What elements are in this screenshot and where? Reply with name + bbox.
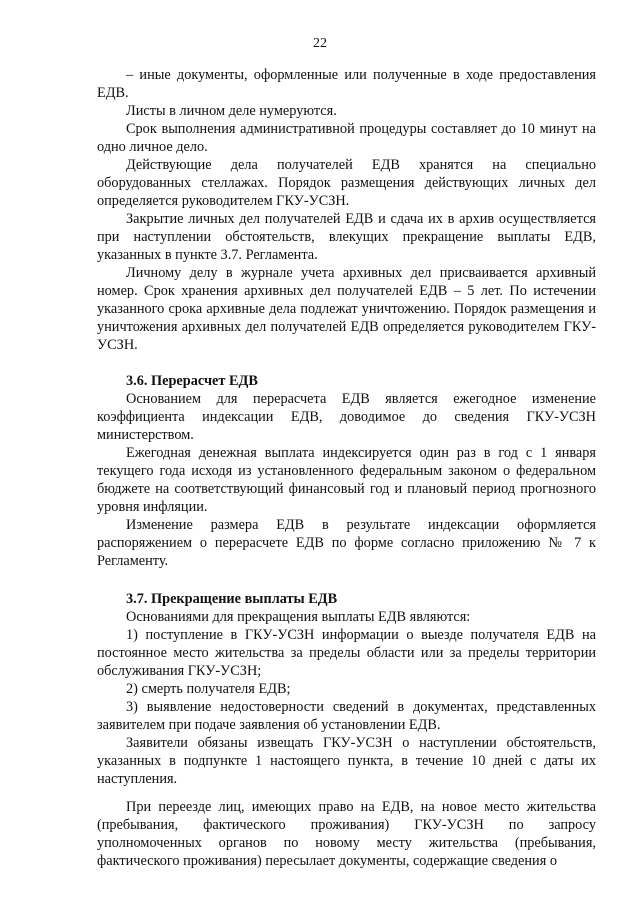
paragraph: Основаниями для прекращения выплаты ЕДВ являются:	[126, 609, 471, 625]
paragraph: Действующие дела получателей ЕДВ хранятся на специально оборудованных стеллажах. Порядок размещения действующих личных дел определяется руководителем ГКУ-УСЗН.	[97, 157, 596, 209]
list-item: 1) поступление в ГКУ-УСЗН информации о выезде получателя ЕДВ на постоянное место жительства за пределы области или за пределы территории обслуживания ГКУ-УСЗН;	[97, 627, 596, 679]
paragraph: Ежегодная денежная выплата индексируется один раз в год с 1 января текущего года исходя из установленного федеральным законом о федеральном бюджете на соответствующий финансовый год и плановый период прогнозного уровня инфляции.	[97, 445, 596, 515]
paragraph: Заявители обязаны извещать ГКУ-УСЗН о наступлении обстоятельств, указанных в подпункте 1 настоящего пункта, в течение 10 дней с даты их наступления.	[97, 735, 596, 787]
paragraph: Личному делу в журнале учета архивных дел присваивается архивный номер. Срок хранения архивных дел получателей ЕДВ – 5 лет. По истечении указанного срока архивные дела подлежат уничтожению. Порядок размещения и уничтожения архивных дел получателей ЕДВ определяется руководителем ГКУ-УСЗН.	[97, 265, 596, 353]
section-heading-3-7: 3.7. Прекращение выплаты ЕДВ	[126, 591, 338, 607]
paragraph: – иные документы, оформленные или полученные в ходе предоставления ЕДВ.	[97, 67, 596, 101]
document-body	[97, 66, 596, 870]
paragraph: Основанием для перерасчета ЕДВ является ежегодное изменение коэффициента индексации ЕДВ, доводимое до сведения ГКУ-УСЗН министерством.	[97, 391, 596, 443]
paragraph: Листы в личном деле нумеруются.	[126, 103, 337, 119]
list-item: 3) выявление недостоверности сведений в документах, представленных заявителем при подаче заявления об установлении ЕДВ.	[97, 699, 596, 733]
list-item: 2) смерть получателя ЕДВ;	[126, 681, 291, 697]
page-number: 22	[313, 36, 327, 51]
paragraph: Срок выполнения административной процедуры составляет до 10 минут на одно личное дело.	[97, 121, 596, 155]
paragraph: При переезде лиц, имеющих право на ЕДВ, на новое место жительства (пребывания, фактического проживания) ГКУ-УСЗН по запросу уполномоченных органов по новому месту жительства (пребывания, фактического проживания) пересылает документы, содержащие сведения о	[97, 799, 596, 869]
section-heading-3-6: 3.6. Перерасчет ЕДВ	[126, 373, 258, 389]
paragraph: Закрытие личных дел получателей ЕДВ и сдача их в архив осуществляется при наступлении обстоятельств, влекущих прекращение выплаты ЕДВ, указанных в пункте 3.7. Регламента.	[97, 211, 596, 263]
paragraph: Изменение размера ЕДВ в результате индексации оформляется распоряжением о перерасчете ЕДВ по форме согласно приложению № 7 к Регламенту.	[97, 517, 596, 569]
